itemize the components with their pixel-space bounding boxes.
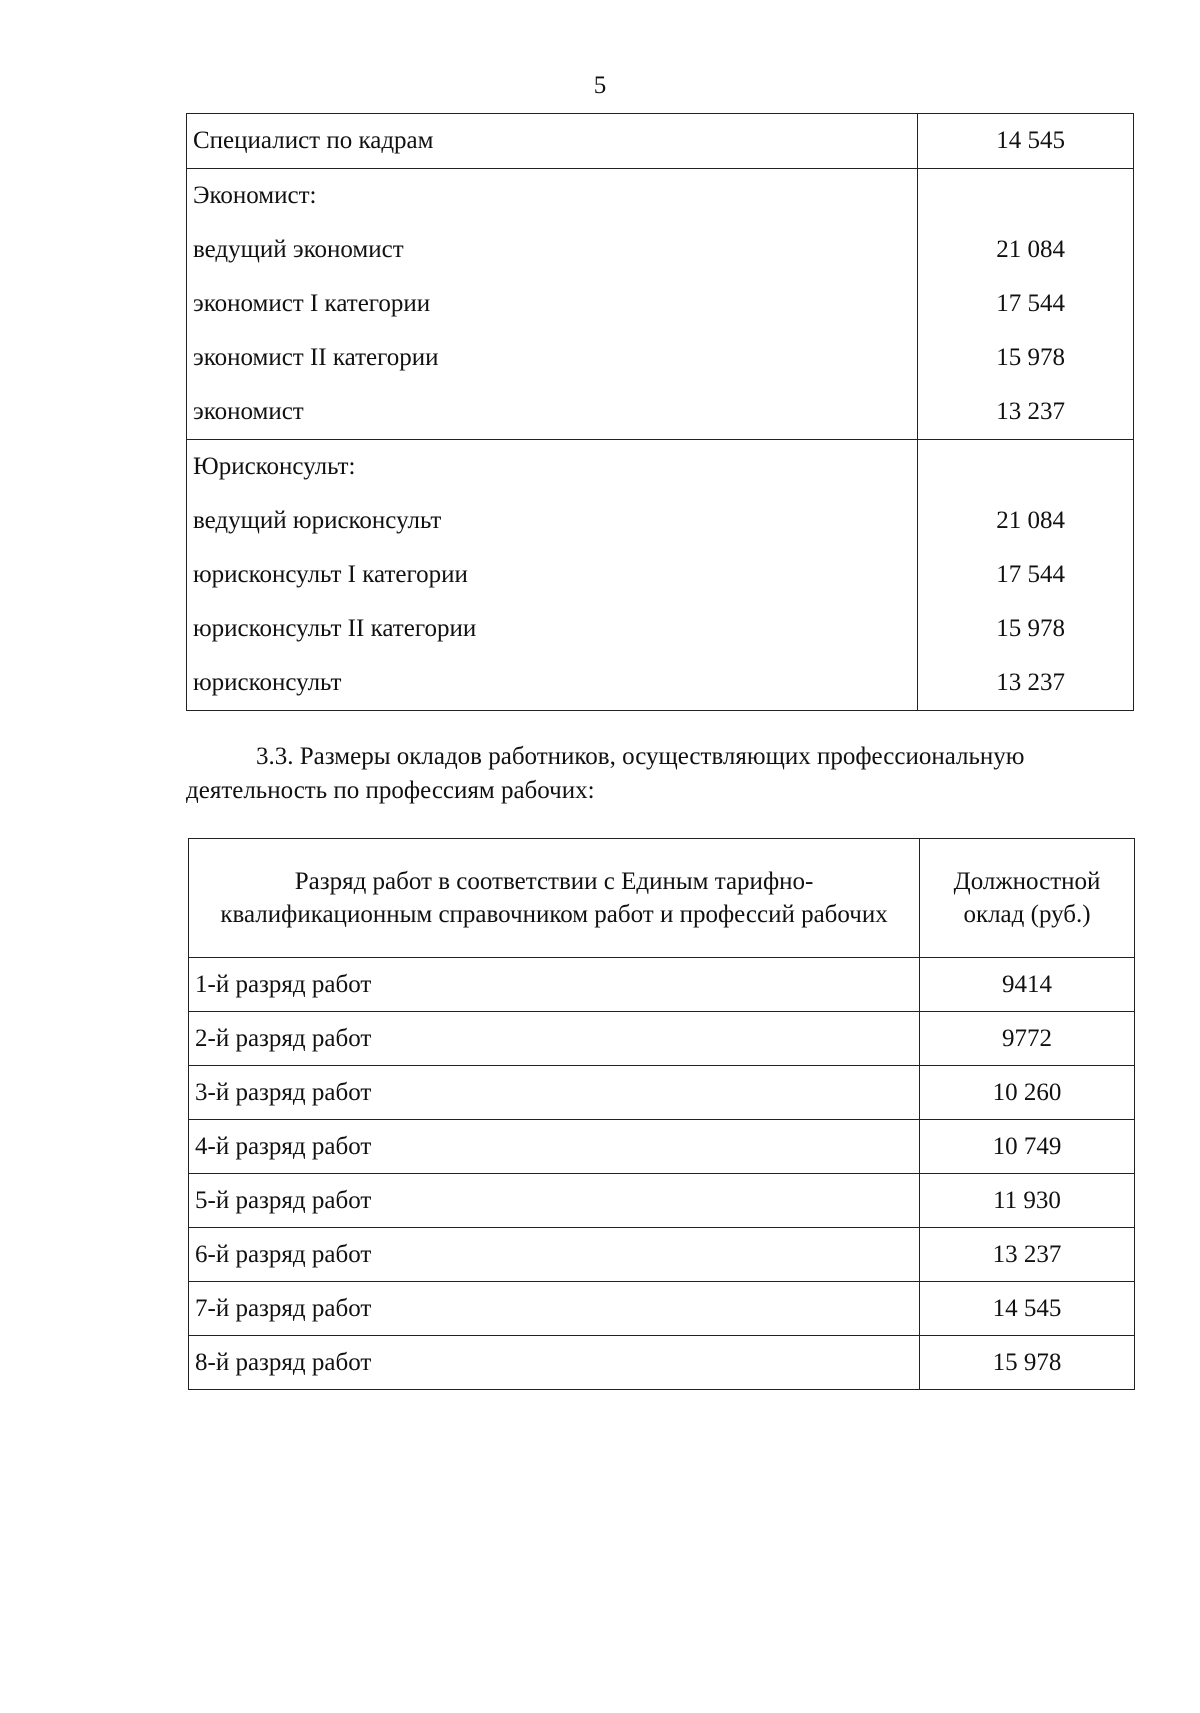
salary-cell	[918, 169, 1134, 440]
positions-salary-table	[186, 113, 1134, 711]
salary-value: 17 544	[996, 290, 1065, 317]
salary-cell	[918, 440, 1134, 711]
table-row	[187, 440, 1134, 711]
salary-value: 15 978	[996, 344, 1065, 371]
position-cell	[187, 440, 918, 711]
position-name: юрисконсульт I категории	[193, 561, 468, 588]
table-row	[189, 958, 1135, 1012]
table-row	[187, 114, 1134, 169]
table-row	[189, 1174, 1135, 1228]
grade-cell: 6-й разряд работ	[189, 1228, 920, 1282]
salary-cell: 13 237	[920, 1228, 1135, 1282]
salary-cell: 10 260	[920, 1066, 1135, 1120]
table-row	[189, 1120, 1135, 1174]
salary-cell: 14 545	[920, 1282, 1135, 1336]
salary-value: 13 237	[996, 398, 1065, 425]
grade-cell: 8-й разряд работ	[189, 1336, 920, 1390]
header-grade: Разряд работ в соответствии с Единым тарифно-квалификационным справочником работ и профессий рабочих	[189, 839, 920, 958]
grade-cell: 2-й разряд работ	[189, 1012, 920, 1066]
table-header-row	[189, 839, 1135, 958]
table-row	[189, 1066, 1135, 1120]
paragraph-text: 3.3. Размеры окладов работников, осуществляющих профессиональную деятельность по профессиям рабочих:	[186, 743, 1025, 804]
position-cell	[187, 114, 918, 169]
salary-cell: 11 930	[920, 1174, 1135, 1228]
salary-value	[918, 169, 1133, 223]
position-group-title: Юрисконсульт:	[193, 453, 356, 480]
salary-cell: 9772	[920, 1012, 1135, 1066]
position-name: экономист	[193, 398, 304, 425]
header-salary: Должностной оклад (руб.)	[920, 839, 1135, 958]
salary-cell: 10 749	[920, 1120, 1135, 1174]
salary-cell: 9414	[920, 958, 1135, 1012]
page-number: 5	[593, 72, 607, 99]
salary-value	[918, 440, 1133, 494]
salary-value: 21 084	[996, 236, 1065, 263]
position-name: Специалист по кадрам	[193, 127, 434, 154]
table-row	[189, 1228, 1135, 1282]
position-name: ведущий юрисконсульт	[193, 507, 442, 534]
salary-cell: 15 978	[920, 1336, 1135, 1390]
position-name: экономист II категории	[193, 344, 439, 371]
salary-cell	[918, 114, 1134, 169]
table-row	[187, 169, 1134, 440]
salary-value: 21 084	[996, 507, 1065, 534]
salary-value: 14 545	[996, 127, 1065, 154]
table-row	[189, 1282, 1135, 1336]
grade-cell: 5-й разряд работ	[189, 1174, 920, 1228]
grade-cell: 4-й разряд работ	[189, 1120, 920, 1174]
grade-cell: 3-й разряд работ	[189, 1066, 920, 1120]
position-name: юрисконсульт II категории	[193, 615, 477, 642]
position-name: экономист I категории	[193, 290, 431, 317]
section-paragraph	[186, 740, 1136, 808]
grade-cell: 1-й разряд работ	[189, 958, 920, 1012]
table-row	[189, 1012, 1135, 1066]
salary-value: 15 978	[996, 615, 1065, 642]
position-name: юрисконсульт	[193, 669, 342, 696]
salary-value: 13 237	[996, 669, 1065, 696]
table-row	[189, 1336, 1135, 1390]
position-name: ведущий экономист	[193, 236, 404, 263]
position-group-title: Экономист:	[193, 182, 317, 209]
salary-value: 17 544	[996, 561, 1065, 588]
worker-grades-table	[188, 838, 1135, 1390]
position-cell	[187, 169, 918, 440]
grade-cell: 7-й разряд работ	[189, 1282, 920, 1336]
